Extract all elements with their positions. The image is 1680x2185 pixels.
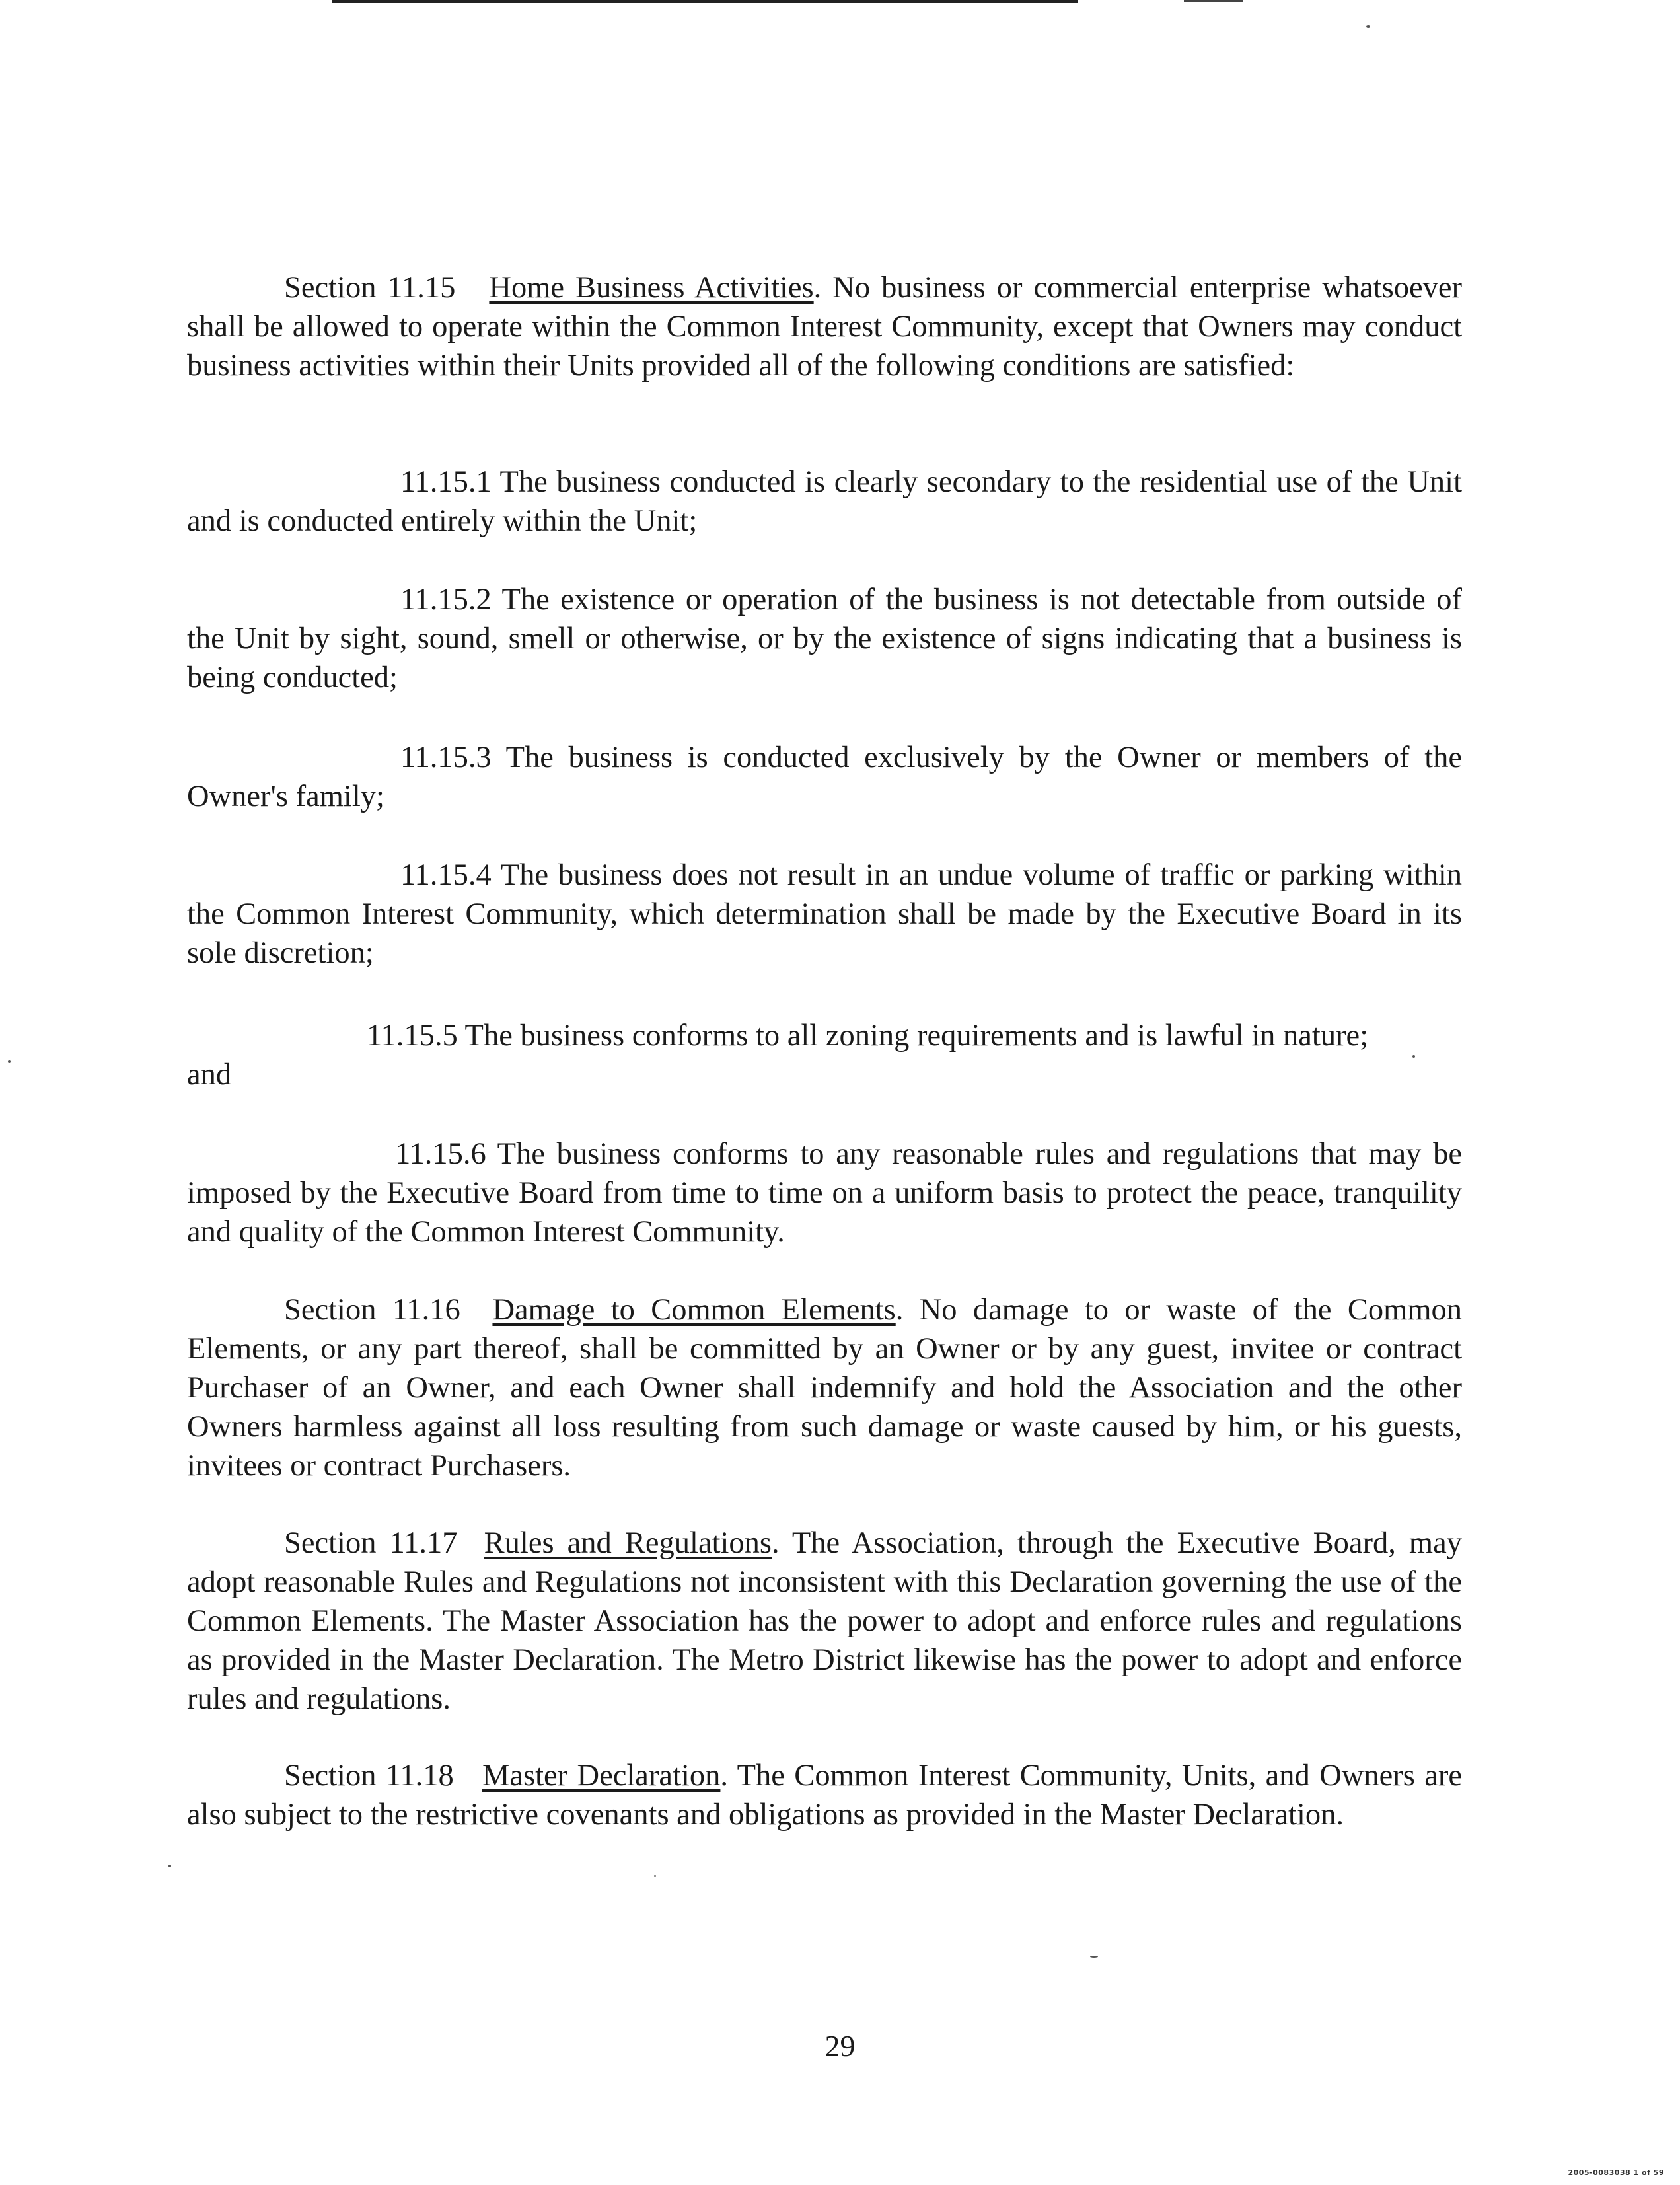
subsection-text: 11.15.5 The business conforms to all zoning requirements and is lawful in nature; — [367, 1019, 1369, 1053]
section-11-16 — [187, 1290, 1462, 1485]
section-body: . No damage to or waste of the Common Elements, or any part thereof, shall be committed by an Owner or by any guest, invitee or contract Purchaser of an Owner, and each Owner shall indemnify and hold the Association and the other Owners harmless against all loss resulting from such damage or waste caused by him, or his guests, invitees or contract Purchasers. — [187, 1293, 1462, 1483]
page-number: 29 — [824, 2029, 856, 2063]
subsection-11-15-4: 11.15.4 The business does not result in an undue volume of traffic or parking within the Common Interest Community, which determination shall be made by the Executive Board in its sole discretion; — [187, 858, 1462, 970]
scan-speck — [168, 1865, 171, 1867]
section-heading: Rules and Regulations — [484, 1526, 772, 1560]
section-label: Section 11.15 — [284, 271, 456, 305]
top-rule-short — [1184, 0, 1243, 2]
section-heading: Damage to Common Elements — [492, 1293, 896, 1327]
scan-speck — [8, 1060, 11, 1063]
subsection-11-15-1: 11.15.1 The business conducted is clearly secondary to the residential use of the Unit and is conducted entirely within the Unit; — [187, 465, 1462, 538]
subsection-11-15-2: 11.15.2 The existence or operation of the business is not detectable from outside of the Unit by sight, sound, smell or otherwise, or by the existence of signs indicating that a business is being conducted; — [187, 583, 1462, 694]
section-body: . The Common Interest Community, Units, and Owners are also subject to the restrictive covenants and obligations as provided in the Master Declaration. — [187, 1759, 1462, 1832]
section-11-17 — [187, 1524, 1462, 1719]
section-heading: Master Declaration — [482, 1759, 721, 1793]
subsection-11-15-5 — [187, 1016, 1462, 1094]
section-label: Section 11.17 — [284, 1526, 458, 1560]
section-11-15 — [187, 268, 1462, 385]
section-label: Section 11.18 — [284, 1759, 454, 1793]
scan-speck — [1366, 25, 1370, 28]
section-11-18 — [187, 1756, 1462, 1834]
subsection-11-15-6: 11.15.6 The business conforms to any reasonable rules and regulations that may be imposed by the Executive Board from time to time on a uniform basis to protect the peace, tranquility and quality of the Common Interest Community. — [187, 1137, 1462, 1249]
section-heading: Home Business Activities — [489, 271, 814, 305]
section-body: . No business or commercial enterprise whatsoever shall be allowed to operate within the Common Interest Community, except that Owners may conduct business activities within their Units provided all of the following conditions are satisfied: — [187, 271, 1462, 383]
recording-stamp: 2005-0083038 1 of 59 — [1568, 2168, 1664, 2177]
subsection-11-15-3: 11.15.3 The business is conducted exclusively by the Owner or members of the Owner's family; — [187, 741, 1462, 813]
section-label: Section 11.16 — [284, 1293, 460, 1327]
scan-speck — [1090, 1956, 1098, 1958]
scan-speck — [654, 1875, 656, 1877]
section-body: . The Association, through the Executive Board, may adopt reasonable Rules and Regulations not inconsistent with this Declaration governing the use of the Common Elements. The Master Association has the power to adopt and enforce rules and regulations as provided in the Master Declaration. The Metro District likewise has the power to adopt and enforce rules and regulations. — [187, 1526, 1462, 1716]
top-rule — [332, 0, 1078, 3]
subsection-trailing: and — [187, 1058, 232, 1092]
